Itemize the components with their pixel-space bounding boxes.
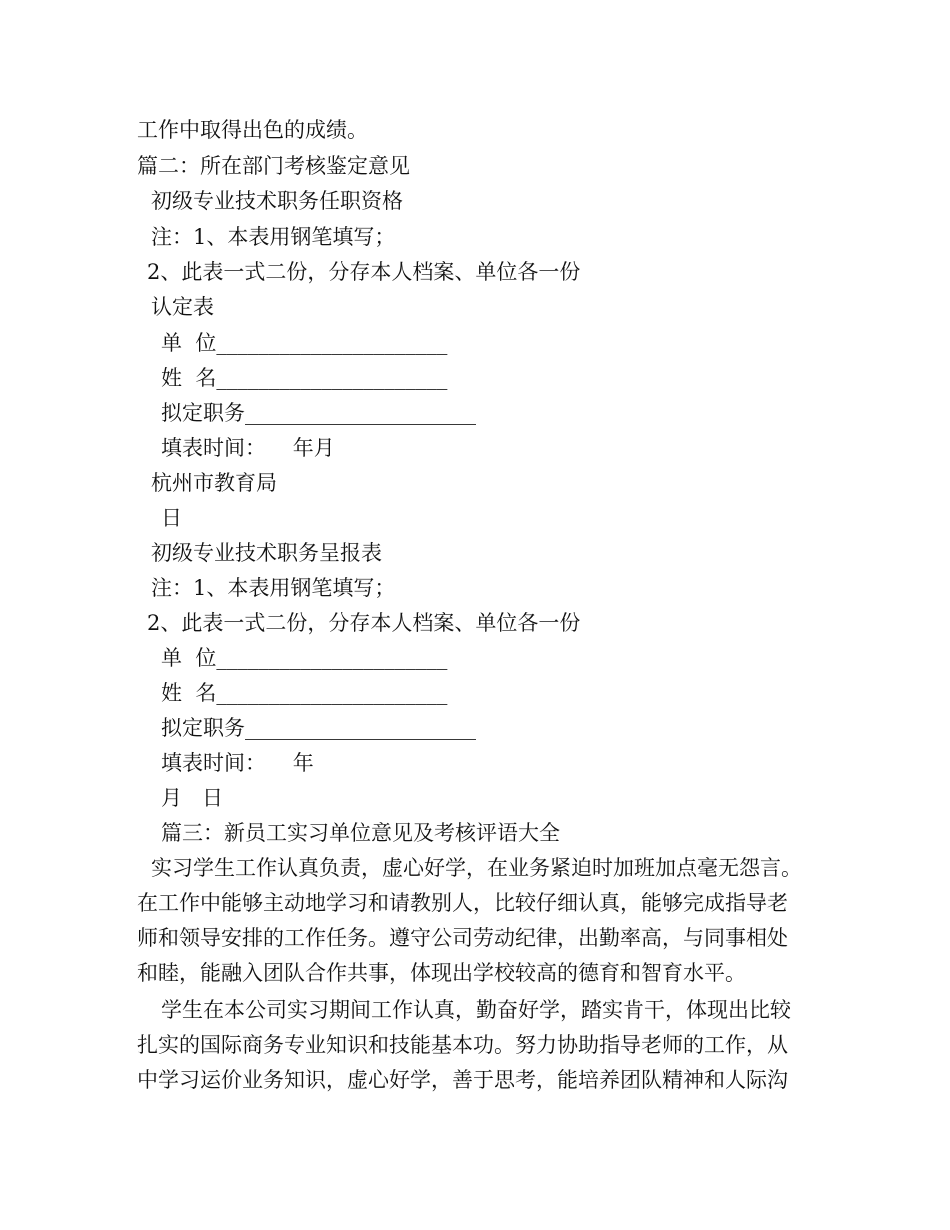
date-day: 日 <box>161 506 182 530</box>
date-month-day: 月 日 <box>161 786 224 810</box>
field-unit-b: 单 位______________________ <box>161 646 448 670</box>
section-heading-part3: 篇三：新员工实习单位意见及考核评语大全 <box>161 821 560 845</box>
paragraph-line: 扎实的国际商务专业知识和技能基本功。努力协助指导老师的工作，从 <box>137 1033 788 1057</box>
note-line-2: 2、此表一式二份，分存本人档案、单位各一份 <box>147 260 581 284</box>
field-fill-date-b: 填表时间： 年 <box>161 751 314 775</box>
text-line-continuation: 工作中取得出色的成绩。 <box>137 118 368 142</box>
paragraph-line: 在工作中能够主动地学习和请教别人，比较仔细认真，能够完成指导老 <box>137 891 788 915</box>
form-title-qualification: 初级专业技术职务任职资格 <box>151 189 403 213</box>
field-name: 姓 名______________________ <box>161 366 448 390</box>
note-line-2b: 2、此表一式二份，分存本人档案、单位各一份 <box>147 611 581 635</box>
form-title-report: 初级专业技术职务呈报表 <box>151 541 382 565</box>
field-fill-date: 填表时间： 年月 <box>161 436 335 460</box>
field-position: 拟定职务______________________ <box>161 401 476 425</box>
paragraph-line: 学生在本公司实习期间工作认真，勤奋好学，踏实肯干，体现出比较 <box>161 998 791 1022</box>
field-position-b: 拟定职务______________________ <box>161 716 476 740</box>
paragraph-line: 实习学生工作认真负责，虚心好学，在业务紧迫时加班加点毫无怨言。 <box>151 856 802 880</box>
form-title-suffix: 认定表 <box>151 295 214 319</box>
field-name-b: 姓 名______________________ <box>161 681 448 705</box>
paragraph-line: 师和领导安排的工作任务。遵守公司劳动纪律，出勤率高，与同事相处 <box>137 926 788 950</box>
note-line-1b: 注：1、本表用钢笔填写； <box>151 576 396 600</box>
field-unit: 单 位______________________ <box>161 331 448 355</box>
section-heading-part2: 篇二：所在部门考核鉴定意见 <box>137 154 410 178</box>
issuer-name: 杭州市教育局 <box>151 471 277 495</box>
paragraph-line: 中学习运价业务知识，虚心好学，善于思考，能培养团队精神和人际沟 <box>137 1068 788 1092</box>
note-line-1: 注：1、本表用钢笔填写； <box>151 225 396 249</box>
paragraph-line: 和睦，能融入团队合作共事，体现出学校较高的德育和智育水平。 <box>137 961 746 985</box>
